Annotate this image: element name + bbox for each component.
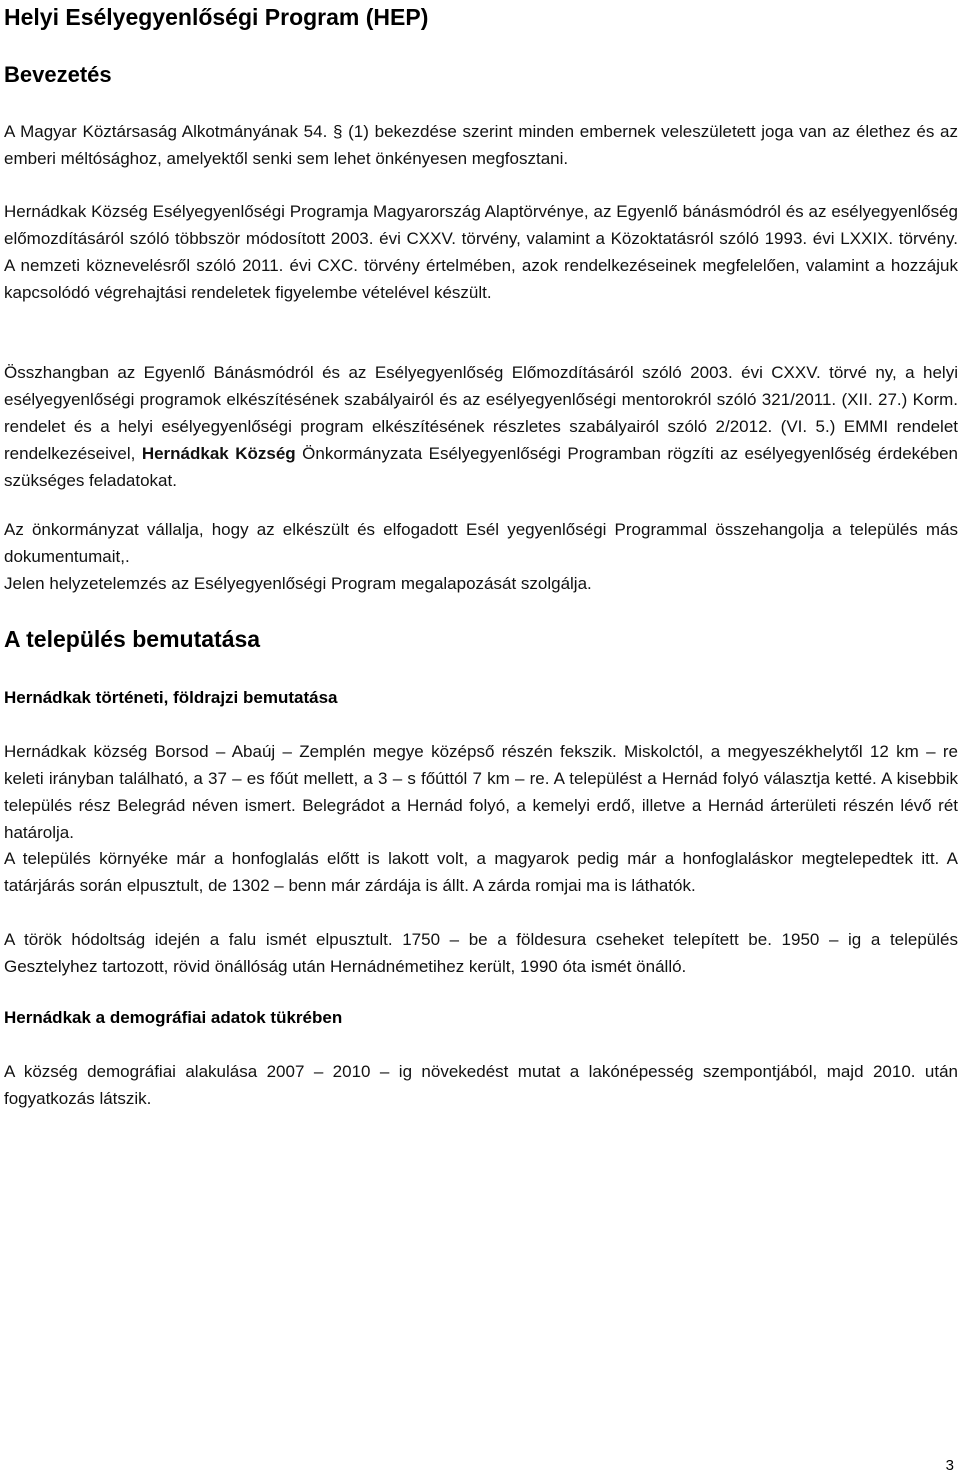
history-heading: Hernádkak történeti, földrajzi bemutatása (4, 688, 338, 707)
intro-heading: Bevezetés (4, 62, 112, 87)
history-paragraph-conquest: A település környéke már a honfoglalás előtt is lakott volt, a magyarok pedig már a honfoglaláskor megtelepedtek itt. A tatárjárás során elpusztult, de 1302 – benn már zárdája is állt. A zárda romjai ma is láthatók. (4, 849, 958, 895)
section-heading: A település bemutatása (4, 626, 261, 652)
situation-line: Jelen helyzetelemzés az Esélyegyenlőségi Program megalapozását szolgálja. (4, 574, 592, 593)
demography-paragraph: A község demográfiai alakulása 2007 – 2010 – ig növekedést mutat a lakónépesség szempontjából, majd 2010. után fogyatkozás látszik. (4, 1062, 958, 1108)
municipality-name: Hernádkak Község (141, 444, 296, 463)
intro-paragraph-constitution: A Magyar Köztársaság Alkotmányának 54. § (1) bekezdése szerint minden embernek veleszületett joga van az élethez és az emberi méltósághoz, amelyektől senki sem lehet önkényesen megfosztani. (4, 122, 958, 168)
harmony-text-after: Önkormányzata Esélyegyenlőségi Programban rögzíti az esélyegyenlőség érdekében szükséges feladatokat. (4, 444, 959, 490)
harmony-text-before: Összhangban az Egyenlő Bánásmódról és az Esélyegyenlőség Előmozdításáról szóló 2003. évi CXXV. törvé ny, a helyi esélyegyenlőségi programok elkészítésének szabályairól és az esélyegyenlőségi mentorokról szóló 321/2011. (XII. 27.) Korm. rendelet és a helyi esélyegyenlőségi program elkészítésének részletes szabályairól szóló 2/2012. (VI. 5.) EMMI rendelet rendelkezéseivel, (4, 363, 958, 463)
demography-heading: Hernádkak a demográfiai adatok tükrében (4, 1008, 343, 1027)
harmony-paragraph (4, 359, 958, 494)
page-number: 3 (945, 1457, 954, 1474)
history-paragraph-geography: Hernádkak község Borsod – Abaúj – Zemplén megye középső részén fekszik. Miskolctól, a megyeszékhelytől 12 km – re keleti irányban található, a 37 – es főút mellett, a 3 – s főúttól 7 km – re. A települést a Hernád folyó választja ketté. A kisebbik település rész Belegrád néven ismert. Belegrádot a Hernád folyó, a kemelyi erdő, illetve a Hernád árterületi részén lévő rét határolja. (4, 742, 958, 842)
intro-paragraph-legal-basis: Hernádkak Község Esélyegyenlőségi Programja Magyarország Alaptörvénye, az Egyenlő bánásmódról és az esélyegyenlőség előmozdításáról szóló többször módosított 2003. évi CXXV. törvény, valamint a Közoktatásról szóló 1993. évi LXXIX. törvény. A nemzeti köznevelésről szóló 2011. évi CXC. törvény értelmében, azok rendelkezéseinek megfelelően, valamint a hozzájuk kapcsolódó végrehajtási rendeletek figyelembe vételével készült. (4, 202, 958, 302)
document-title: Helyi Esélyegyenlőségi Program (HEP) (4, 4, 429, 30)
history-paragraph-ottoman: A török hódoltság idején a falu ismét elpusztult. 1750 – be a földesura cseheket telepített be. 1950 – ig a település Gesztelyhez tartozott, rövid önállóság után Hernádnémetihez került, 1990 óta ismét önálló. (4, 930, 958, 976)
commitment-paragraph: Az önkormányzat vállalja, hogy az elkészült és elfogadott Esél yegyenlőségi Programmal összehangolja a település más dokumentumait,. (4, 520, 958, 566)
